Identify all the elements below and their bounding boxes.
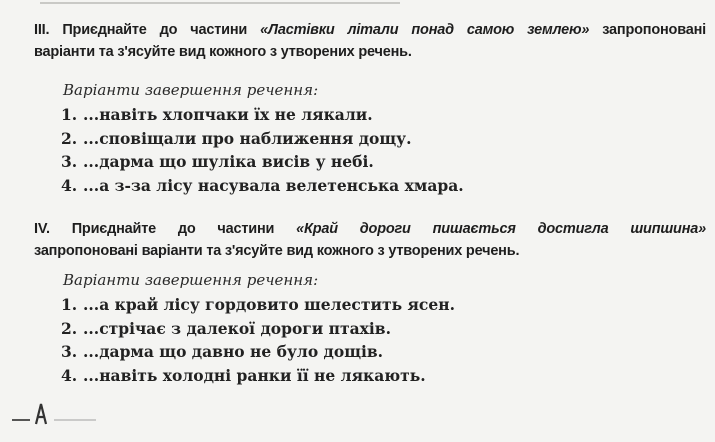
task-3 [34,19,706,63]
task-4-quote: «Край дороги пишається достигла шипшина» [296,221,706,237]
task-3-quote: «Ластівки літали понад самою землею» [260,22,590,38]
list-item: 3. ...дарма що шуліка висів у небі. [61,152,374,171]
cropped-bottom-mark [10,398,100,428]
list-item: 4. ...а з-за лісу насувала велетенська хмара. [61,175,464,195]
list-item: 1. ...навіть хлопчаки їх не лякали. [61,105,373,124]
subtitle-task-3: Варіанти завершення речення: [63,81,319,99]
cropped-top-line [40,0,400,4]
task-4-line-2: запропоновані варіанти та з'ясуйте вид кожного з утворених речень. [34,243,520,259]
list-item: 2. ...стрічає з далекої дороги птахів. [61,318,391,338]
list-item: 1. ...а край лісу гордовито шелестить ясен. [61,295,455,314]
task-4-number: IV. [34,221,50,237]
subtitle-task-4: Варіанти завершення речення: [63,271,319,289]
task-3-intro: Приєднайте до частини [62,22,248,38]
list-item: 4. ...навіть холодні ранки її не лякають. [61,365,426,385]
options-task-3 [61,103,464,197]
task-4 [34,218,706,262]
options-task-4 [61,293,455,387]
task-3-number: III. [34,22,50,38]
list-item: 2. ...сповіщали про наближення дощу. [61,128,412,148]
task-3-line-1 [34,19,706,41]
task-3-rest: запропоновані [602,22,706,38]
list-item: 3. ...дарма що давно не було дощів. [61,342,384,361]
task-4-intro: Приєднайте до частини [71,221,275,237]
task-3-line-2: варіанти та з'ясуйте вид кожного з утворених речень. [34,44,412,60]
task-4-line-1 [34,218,706,240]
